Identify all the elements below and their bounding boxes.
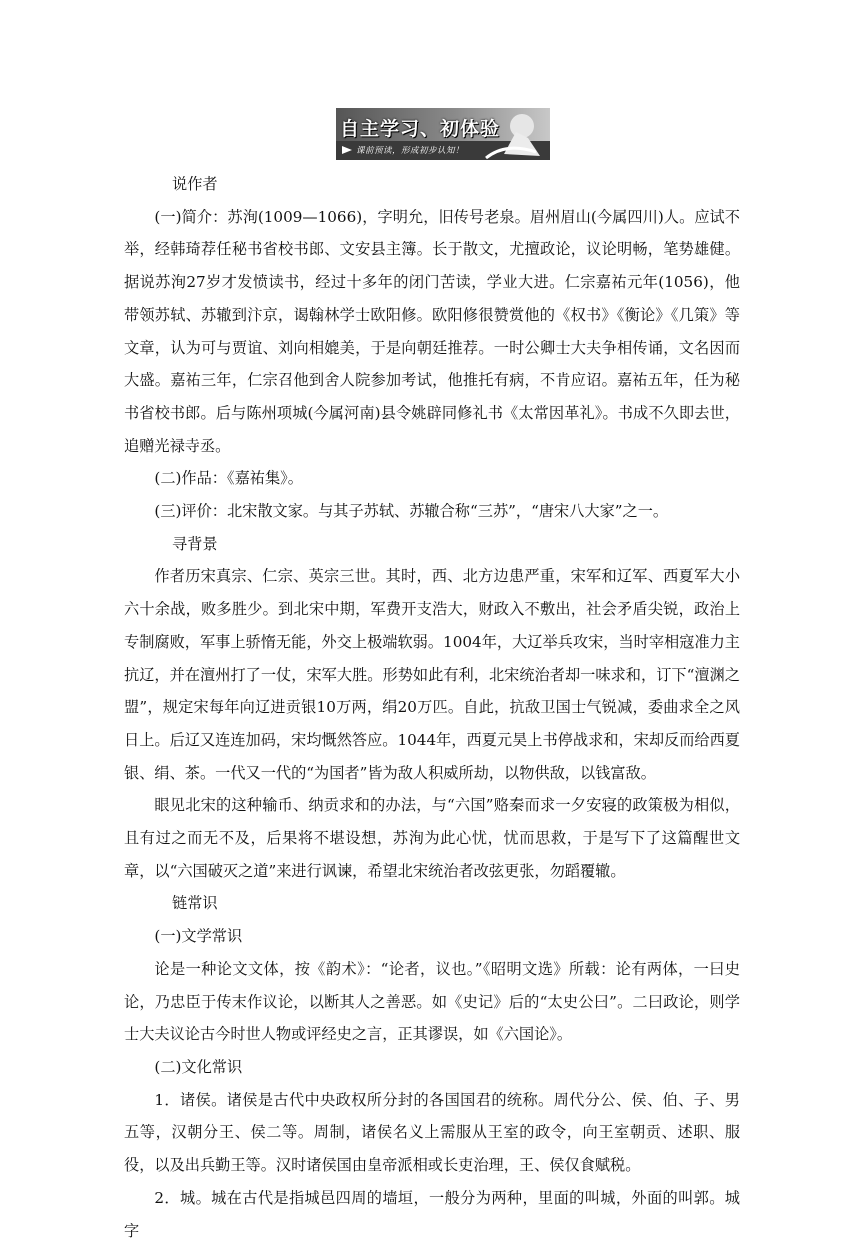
- paragraph: 2．城。城在古代是指城邑四周的墙垣，一般分为两种，里面的叫城，外面的叫郭。城字: [124, 1188, 740, 1240]
- paragraph: 1．诸侯。诸侯是古代中央政权所分封的各国国君的统称。周代分公、侯、伯、子、男五等，汉朝分王、侯二等。周制，诸侯名义上需服从王室的政令，向王室朝贡、述职、服役，以及出兵勤王等。汉时诸侯国由皇帝派相或长吏治理，王、侯仅食赋税。: [124, 1090, 740, 1175]
- paragraph: 论是一种论文文体，按《韵术》：“论者，议也。”《昭明文选》所载：论有两体，一曰史论，乃忠臣于传末作议论，以断其人之善恶。如《史记》后的“太史公曰”。二曰政论，则学士大夫议论古今时世人物或评经史之言，正其谬误，如《六国论》。: [124, 959, 740, 1044]
- banner-title: 自主学习、初体验: [340, 118, 501, 140]
- document-body: [124, 168, 740, 1247]
- paragraph: 眼见北宋的这种输币、纳贡求和的办法，与“六国”赂秦而求一夕安寝的政策极为相似，且有过之而无不及，后果将不堪设想，苏洵为此心忧，忧而思救，于是写下了这篇醒世文章，以“六国破灭之道”来进行讽谏，希望北宋统治者改弦更张，勿蹈覆辙。: [124, 796, 740, 880]
- section-heading: 寻背景: [172, 534, 218, 553]
- section-heading: 说作者: [172, 175, 218, 193]
- paragraph: (一)文学常识: [154, 927, 243, 946]
- banner-subtitle: 课前预读，形成初步认知！: [356, 146, 465, 156]
- paragraph: (二)文化常识: [154, 1057, 243, 1076]
- paragraph: 作者历宋真宗、仁宗、英宗三世。其时，西、北方边患严重，宋军和辽军、西夏军大小六十余战，败多胜少。到北宋中期，军费开支浩大，财政入不敷出，社会矛盾尖锐，政治上专制腐败，军事上骄惰无能，外交上极端软弱。1004年，大辽举兵攻宋，当时宰相寇准力主抗辽，并在澶州打了一仗，宋军大胜。形势如此有利，北宋统治者却一味求和，订下“澶渊之盟”，规定宋每年向辽进贡银10万两，绢20万匹。自此，抗敌卫国士气锐减，委曲求全之风日上。后辽又连连加码，宋均慨然答应。1044年，西夏元昊上书停战求和，宋却反而给西夏银、绢、茶。一代又一代的“为国者”皆为敌人积威所劫，以物供敌，以钱富敌。: [124, 567, 740, 782]
- paragraph: (三)评价：北宋散文家。与其子苏轼、苏辙合称“三苏”，“唐宋八大家”之一。: [154, 502, 669, 521]
- paragraph: (一)简介：苏洵(1009—1066)，字明允，旧传号老泉。眉州眉山(今属四川)人。应试不举，经韩琦荐任秘书省校书郎、文安县主簿。长于散文，尤擅政论，议论明畅，笔势雄健。据说苏洵27岁才发愤读书，经过十多年的闭门苦读，学业大进。仁宗嘉祐元年(1056)，他带领苏轼、苏辙到汴京，谒翰林学士欧阳修。欧阳修很赞赏他的《权书》《衡论》《几策》等文章，认为可与贾谊、刘向相媲美，于是向朝廷推荐。一时公卿士大夫争相传诵，文名因而大盛。嘉祐三年，仁宗召他到舍人院参加考试，他推托有病，不肯应诏。嘉祐五年，任为秘书省校书郎。后与陈州项城(今属河南)县令姚辟同修礼书《太常因革礼》。书成不久即去世，追赠光禄寺丞。: [124, 207, 740, 455]
- section-heading: 链常识: [172, 894, 218, 913]
- paragraph: (二)作品：《嘉祐集》。: [154, 469, 303, 488]
- section-banner: [336, 108, 550, 160]
